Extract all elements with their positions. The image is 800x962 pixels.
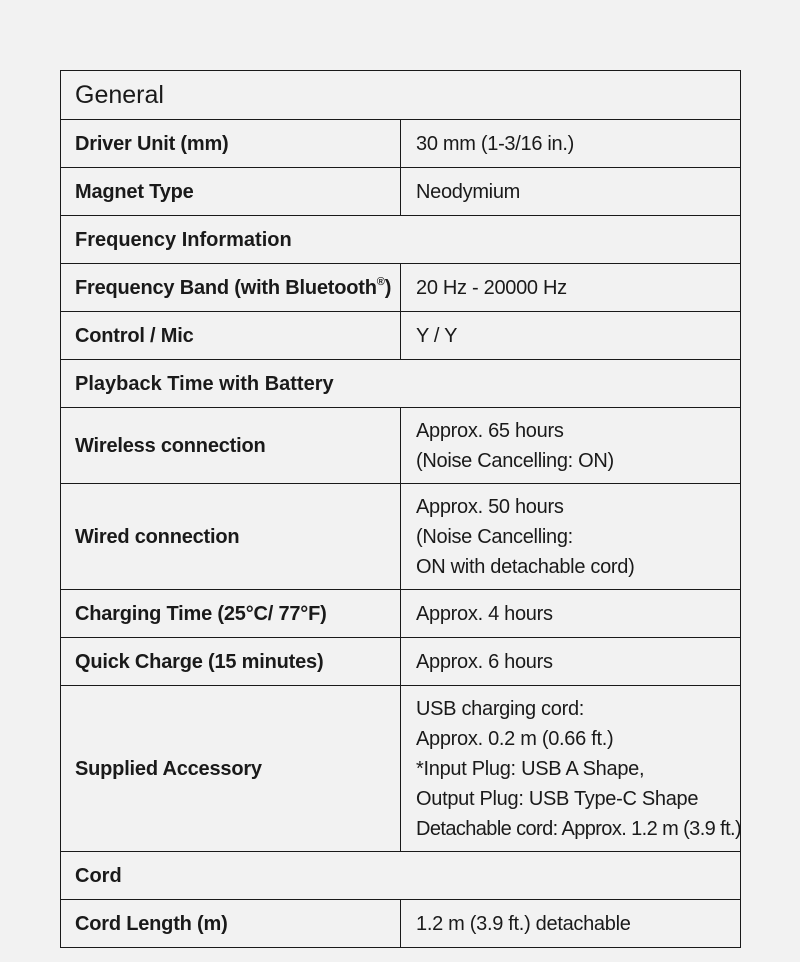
section-row [61, 852, 741, 900]
spec-value [401, 686, 741, 852]
table-title: General [61, 71, 741, 120]
spec-value-line: Approx. 0.2 m (0.66 ft.) [416, 727, 614, 750]
spec-value-line: Approx. 65 hours [416, 419, 564, 442]
table-row [61, 264, 741, 312]
section-row [61, 360, 741, 408]
spec-label: Control / Mic [61, 312, 401, 360]
table-row [61, 484, 741, 590]
spec-label-end: ) [384, 276, 392, 299]
table-row [61, 638, 741, 686]
spec-value-line: 20 Hz - 20000 Hz [416, 276, 567, 299]
spec-label: Charging Time (25°C/ 77°F) [61, 590, 401, 638]
spec-value-line: 30 mm (1-3/16 in.) [416, 132, 574, 155]
spec-value [401, 264, 741, 312]
spec-value-line: Detachable cord: Approx. 1.2 m (3.9 ft.) [416, 817, 742, 840]
spec-table [60, 70, 741, 948]
section-heading: Frequency Information [61, 216, 741, 264]
spec-label [61, 264, 401, 312]
spec-value [401, 900, 741, 948]
spec-value-line: USB charging cord: [416, 697, 585, 720]
spec-value [401, 408, 741, 484]
spec-value-line: (Noise Cancelling: ON) [416, 449, 614, 472]
spec-value [401, 312, 741, 360]
spec-value-line: Approx. 4 hours [416, 602, 553, 625]
table-row [61, 900, 741, 948]
table-title-row [61, 71, 741, 120]
table-row [61, 168, 741, 216]
section-heading: Playback Time with Battery [61, 360, 741, 408]
spec-label: Wireless connection [61, 408, 401, 484]
spec-value-line: Approx. 50 hours [416, 495, 564, 518]
spec-label: Driver Unit (mm) [61, 120, 401, 168]
spec-value-line: (Noise Cancelling: [416, 525, 573, 548]
section-heading: Cord [61, 852, 741, 900]
spec-value-line: ON with detachable cord) [416, 555, 635, 578]
table-row [61, 408, 741, 484]
spec-value-line: *Input Plug: USB A Shape, [416, 757, 645, 780]
spec-value [401, 638, 741, 686]
registered-mark: ® [376, 275, 385, 288]
spec-value-line: Output Plug: USB Type-C Shape [416, 787, 699, 810]
spec-value [401, 590, 741, 638]
section-row [61, 216, 741, 264]
spec-value [401, 484, 741, 590]
spec-value-line: Neodymium [416, 180, 520, 203]
table-row [61, 686, 741, 852]
spec-value [401, 120, 741, 168]
spec-value-line: 1.2 m (3.9 ft.) detachable [416, 912, 631, 935]
spec-label-text: Frequency Band (with Bluetooth [75, 276, 377, 299]
spec-label: Cord Length (m) [61, 900, 401, 948]
spec-label: Wired connection [61, 484, 401, 590]
spec-value-line: Approx. 6 hours [416, 650, 553, 673]
spec-label: Supplied Accessory [61, 686, 401, 852]
spec-label: Quick Charge (15 minutes) [61, 638, 401, 686]
table-row [61, 590, 741, 638]
table-row [61, 120, 741, 168]
spec-label: Magnet Type [61, 168, 401, 216]
spec-value-line: Y / Y [416, 324, 458, 347]
table-row [61, 312, 741, 360]
spec-value [401, 168, 741, 216]
